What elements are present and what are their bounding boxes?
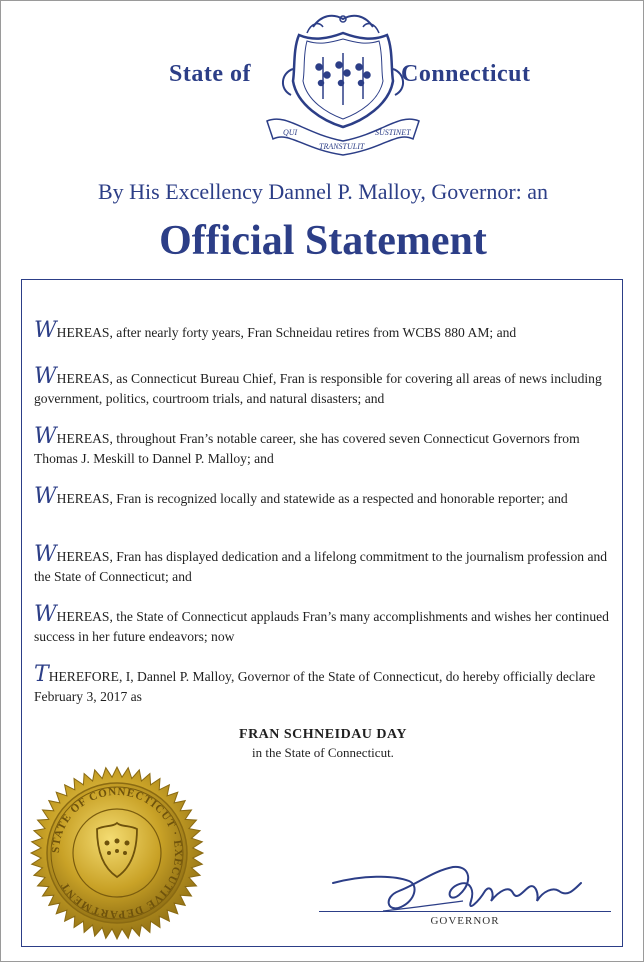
drop-cap: W [34, 364, 57, 389]
whereas-paragraph: WHEREAS, as Connecticut Bureau Chief, Fran is responsible for covering all areas of news including government, politics, courtroom trials, and natural disasters; and [34, 364, 602, 406]
svg-text:STATE OF CONNECTICUT · EXECUTI: STATE OF CONNECTICUT · EXECUTIVE DEPARTMENT [49, 785, 185, 921]
svg-text:QUI: QUI [283, 128, 298, 137]
drop-cap: W [34, 542, 57, 567]
proclamation-day-subtitle: in the State of Connecticut. [252, 745, 394, 760]
header [1, 1, 643, 151]
proclamation-day-title: FRAN SCHNEIDAU DAY [239, 727, 407, 742]
svg-text:SUSTINET: SUSTINET [375, 128, 411, 137]
drop-cap: W [34, 424, 57, 449]
whereas-paragraph: WHEREAS, Fran is recognized locally and statewide as a respected and honorable reporter; and [34, 484, 568, 509]
whereas-paragraph: WHEREAS, the State of Connecticut applauds Fran’s many accomplishments and wishes her continued success in her future endeavors; now [34, 602, 609, 644]
whereas-paragraph: WHEREAS, after nearly forty years, Fran Schneidau retires from WCBS 880 AM; and [34, 318, 517, 343]
drop-cap: T [34, 662, 49, 687]
whereas-paragraph: WHEREAS, Fran has displayed dedication and a lifelong commitment to the journalism profession and the State of Connecticut; and [34, 542, 608, 584]
coat-of-arms-icon [263, 9, 423, 159]
signature-line [319, 911, 611, 912]
drop-cap: W [34, 602, 57, 627]
whereas-paragraph: WHEREAS, throughout Fran’s notable career, she has covered seven Connecticut Governors from Thomas J. Meskill to Dannel P. Malloy; and [34, 424, 580, 466]
header-connecticut: Connecticut [401, 61, 531, 87]
gold-seal-icon [27, 763, 207, 943]
drop-cap: W [34, 318, 57, 343]
drop-cap: W [34, 484, 57, 509]
svg-text:TRANSTULIT: TRANSTULIT [319, 142, 365, 151]
governor-signature [323, 861, 593, 921]
header-state-of: State of [169, 61, 251, 87]
byline: By His Excellency Dannel P. Malloy, Governor: an [97, 179, 549, 204]
signature-label: GOVERNOR [430, 915, 500, 927]
page-title: Official Statement [159, 218, 487, 264]
therefore-paragraph: THEREFORE, I, Dannel P. Malloy, Governor of the State of Connecticut, do hereby officially declare February 3, 2017 as [34, 662, 596, 704]
